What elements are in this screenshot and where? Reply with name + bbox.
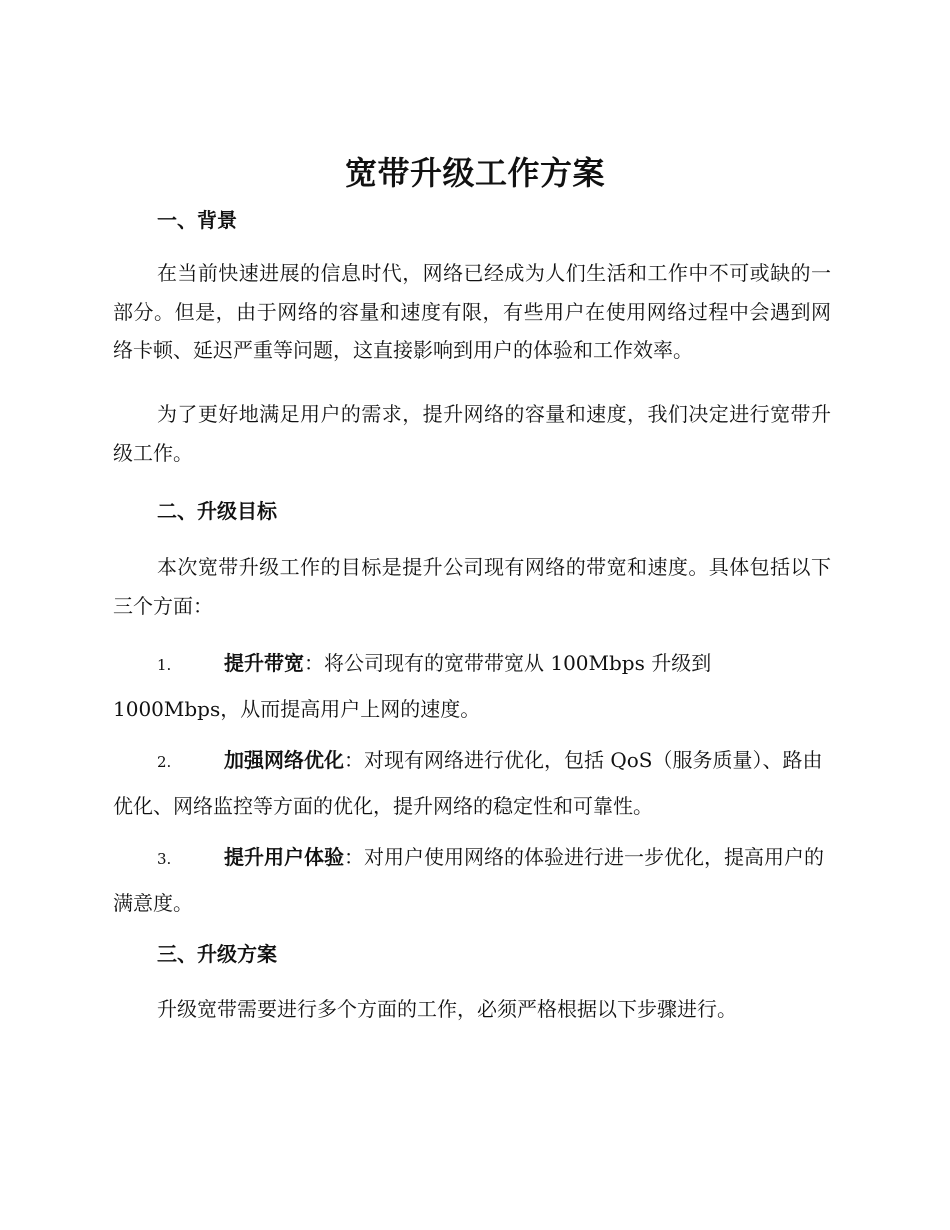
plan-intro-paragraph: 升级宽带需要进行多个方面的工作，必须严格根据以下步骤进行。	[157, 997, 737, 1021]
list-item-text: ：将公司现有的宽带带宽从 100Mbps 升级到 1000Mbps，从而提高用户上网的速度。	[113, 651, 712, 721]
list-item-bold-label: 提升用户体验	[224, 845, 344, 869]
goals-intro-paragraph: 本次宽带升级工作的目标是提升公司现有网络的带宽和速度。具体包括以下三个方面：	[113, 555, 831, 618]
background-paragraph-2: 为了更好地满足用户的需求，提升网络的容量和速度，我们决定进行宽带升级工作。	[113, 402, 831, 465]
list-item-number: 1.	[157, 656, 172, 674]
list-item-number: 2.	[157, 753, 172, 771]
section-heading-background: 一、背景	[157, 208, 237, 232]
list-item-number: 3.	[157, 850, 172, 868]
list-item	[113, 641, 831, 731]
section-heading-plan: 三、升级方案	[157, 942, 277, 966]
list-item-text: ：对用户使用网络的体验进行进一步优化，提高用户的满意度。	[113, 845, 824, 915]
list-item	[113, 738, 831, 828]
background-paragraph-1: 在当前快速进展的信息时代，网络已经成为人们生活和工作中不可或缺的一部分。但是，由于网络的容量和速度有限，有些用户在使用网络过程中会遇到网络卡顿、延迟严重等问题，这直接影响到用户的体验和工作效率。	[113, 261, 831, 362]
list-item	[113, 835, 831, 925]
document-title: 宽带升级工作方案	[344, 154, 605, 192]
list-item-bold-label: 加强网络优化	[224, 748, 344, 772]
list-item-bold-label: 提升带宽	[224, 651, 304, 675]
list-item-text: ：对现有网络进行优化，包括 QoS（服务质量）、路由优化、网络监控等方面的优化，提升网络的稳定性和可靠性。	[113, 748, 823, 818]
section-heading-goals: 二、升级目标	[157, 499, 277, 523]
